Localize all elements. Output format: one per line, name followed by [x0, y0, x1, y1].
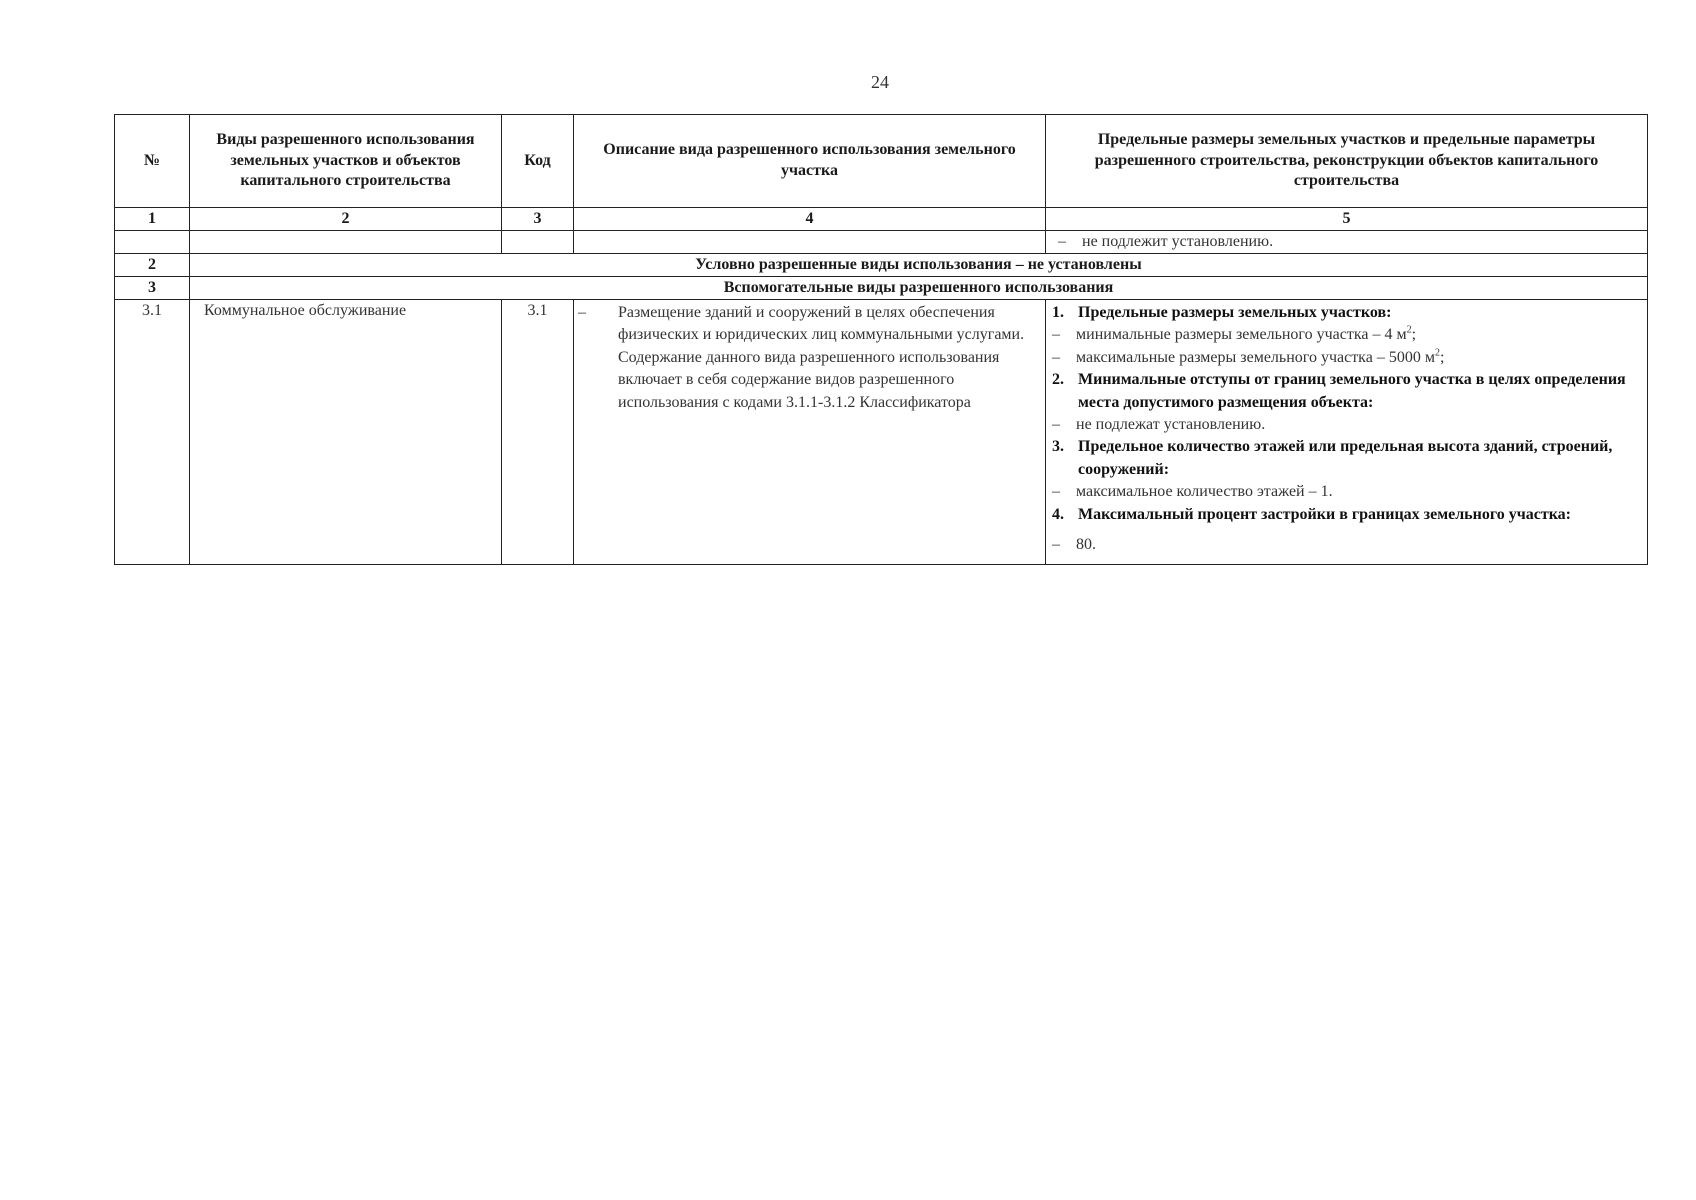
continuation-text: не подлежит установлению. — [1082, 233, 1274, 250]
header-description: Описание вида разрешенного использования земельного участка — [574, 115, 1046, 208]
section-row-auxiliary — [115, 277, 1648, 300]
item-number: 1. — [1052, 304, 1064, 321]
table-row — [115, 300, 1648, 565]
parameter-heading: Минимальные отступы от границ земельного участка в целях определения места допустимого размещения объекта: — [1078, 371, 1626, 411]
dash-marker: – — [1052, 326, 1060, 344]
header-number: № — [115, 115, 190, 208]
item-number: 4. — [1052, 505, 1064, 523]
max-size-value: максимальные размеры земельного участка – 5000 м — [1076, 348, 1435, 366]
dash-marker: – — [578, 304, 586, 321]
column-number: 3 — [502, 208, 574, 231]
min-size-value: минимальные размеры земельного участка – 4 м — [1076, 326, 1407, 344]
coverage-value: 80. — [1076, 535, 1096, 553]
parameter-heading: Предельное количество этажей или предельная высота зданий, строений, сооружений: — [1078, 438, 1613, 478]
page-number: 24 — [871, 72, 889, 92]
row-number: 3.1 — [115, 300, 190, 565]
dash-marker: – — [1052, 483, 1060, 501]
item-number: 3. — [1052, 438, 1064, 456]
column-number-row — [115, 208, 1648, 231]
dash-marker: – — [1052, 535, 1060, 553]
column-number: 2 — [190, 208, 502, 231]
column-number: 5 — [1046, 208, 1648, 231]
dash-marker: – — [1058, 233, 1066, 250]
section-number: 3 — [115, 277, 190, 300]
row-description: Размещение зданий и сооружений в целях обеспечения физических и юридических лиц коммунальными услугами. Содержание данного вида разрешенного использования включает в себя содержание видов разрешенного использования с кодами 3.1.1-3.1.2 Классификатора — [618, 304, 1025, 411]
continuation-row — [115, 231, 1648, 254]
section-title: Вспомогательные виды разрешенного использования — [190, 277, 1648, 300]
land-use-table — [114, 114, 1648, 565]
table-header-row — [115, 115, 1648, 208]
parameters-list: 1. Предельные размеры земельных участков: – минимальные размеры земельного участка – 4 $м^2$; – максимальные размеры земельного участка – 5000 $м^2$; 2. Минимальные отступы от границ земельного участка в целях определения места допустимого размещения объекта: – не подлежат установлению. 3. Предельное количество этажей или предельная высота зданий, строений, сооружений: – максимальное количество этажей – 1. 4. Максимальный процент застройки в границах земельного участка: – 80. — [1046, 300, 1647, 564]
floors-value: максимальное количество этажей – 1. — [1076, 483, 1333, 501]
header-code: Код — [502, 115, 574, 208]
superscript: 2 — [1406, 325, 1412, 337]
superscript: 2 — [1434, 347, 1440, 359]
column-number: 4 — [574, 208, 1046, 231]
setbacks-value: не подлежат установлению. — [1076, 415, 1266, 433]
row-use-kind: Коммунальное обслуживание — [190, 300, 502, 565]
parameter-heading: Максимальный процент застройки в границах земельного участка: — [1078, 505, 1571, 523]
section-row-conditional — [115, 254, 1648, 277]
item-number: 2. — [1052, 371, 1064, 389]
section-title: Условно разрешенные виды использования – не установлены — [190, 254, 1648, 277]
section-number: 2 — [115, 254, 190, 277]
parameter-heading: Предельные размеры земельных участков: — [1078, 304, 1392, 321]
header-parameters: Предельные размеры земельных участков и предельные параметры разрешенного строительства, реконструкции объектов капитального строительства — [1046, 115, 1648, 208]
column-number: 1 — [115, 208, 190, 231]
header-use-kind: Виды разрешенного использования земельных участков и объектов капитального строительства — [190, 115, 502, 208]
row-code: 3.1 — [502, 300, 574, 565]
dash-marker: – — [1052, 415, 1060, 433]
dash-marker: – — [1052, 348, 1060, 366]
